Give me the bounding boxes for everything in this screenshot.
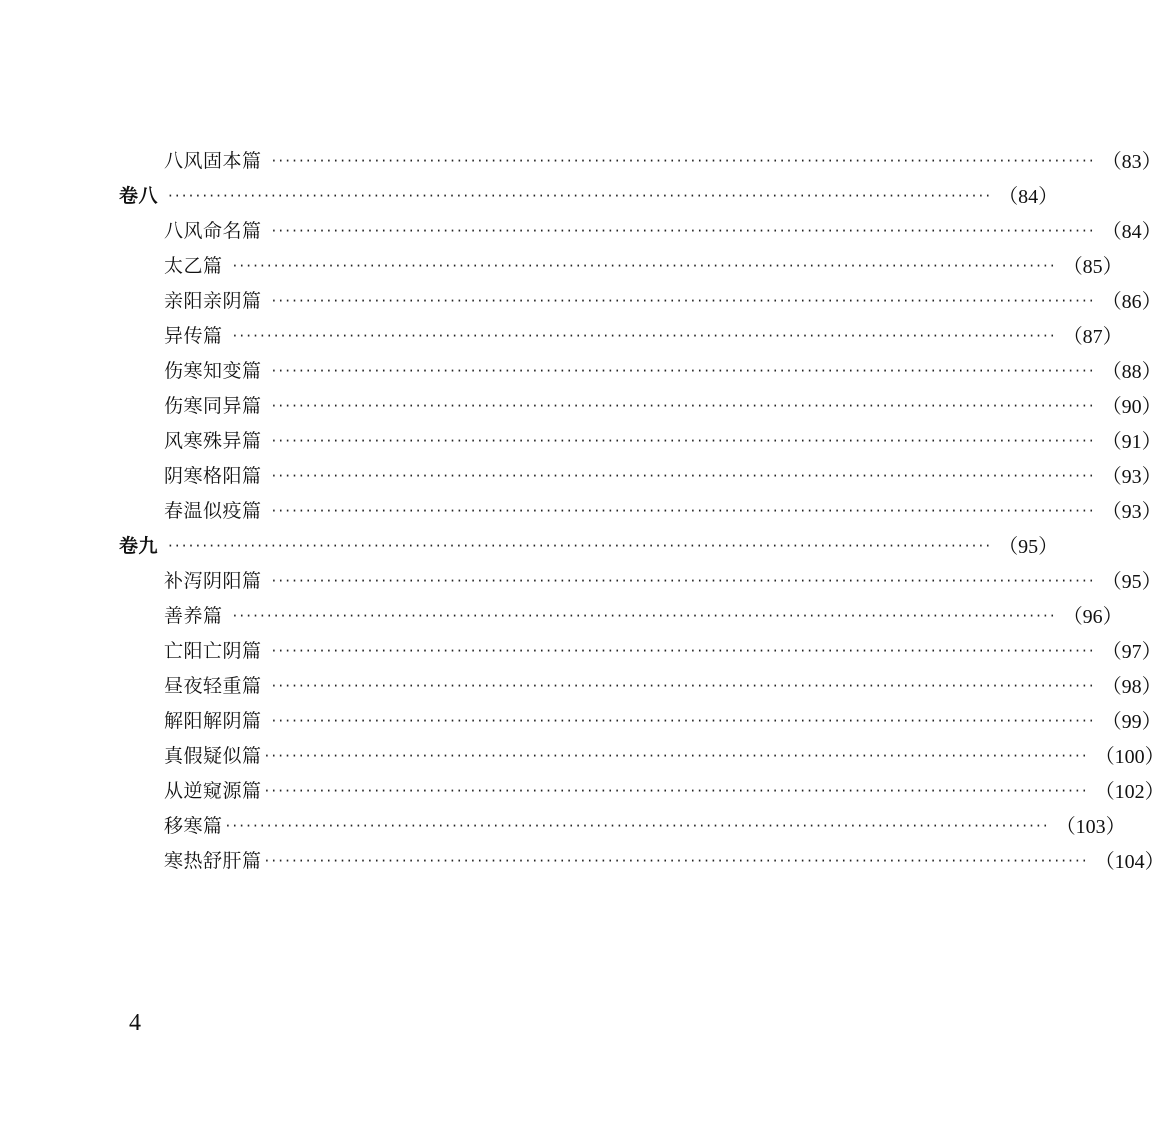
dot-leader: ························································································································	[264, 746, 1089, 765]
toc-entry-title: 伤寒同异篇	[164, 395, 262, 417]
dot-leader: ························································································································	[271, 571, 1096, 590]
toc-entry-title: 异传篇	[164, 325, 223, 347]
toc-entry-title: 卷八	[119, 185, 159, 207]
toc-entry-title: 风寒殊异篇	[164, 430, 262, 452]
toc-entry-page: （99）	[1101, 711, 1162, 733]
dot-leader: ························································································································	[271, 291, 1096, 310]
dot-leader: ························································································································	[271, 221, 1096, 240]
page-number: 4	[129, 1010, 141, 1036]
dot-leader: ························································································································	[271, 431, 1096, 450]
toc-entry-title: 真假疑似篇	[164, 745, 262, 767]
toc-entry	[0, 457, 1162, 492]
toc-entry	[0, 247, 1123, 282]
toc-entry-page: （90）	[1101, 396, 1162, 418]
toc-entry-title: 解阳解阴篇	[164, 710, 262, 732]
toc-entry-page: （84）	[998, 186, 1059, 208]
dot-leader: ························································································································	[271, 711, 1096, 730]
toc-entry-title: 移寒篇	[164, 815, 223, 837]
toc-entry-title: 亲阳亲阴篇	[164, 290, 262, 312]
toc-entry	[0, 422, 1162, 457]
toc-entry-title: 八风命名篇	[164, 220, 262, 242]
dot-leader: ························································································································	[271, 396, 1096, 415]
toc-entry-page: （88）	[1101, 361, 1162, 383]
toc-entry-page: （98）	[1101, 676, 1162, 698]
toc-entry-page: （84）	[1101, 221, 1162, 243]
toc-entry-title: 太乙篇	[164, 255, 223, 277]
toc-entry-title: 寒热舒肝篇	[164, 850, 262, 872]
toc-entry	[0, 352, 1162, 387]
dot-leader: ························································································································	[168, 186, 993, 205]
toc-entry	[0, 807, 1126, 842]
dot-leader: ························································································································	[271, 676, 1096, 695]
toc-entry	[0, 212, 1162, 247]
toc-entry-title: 伤寒知变篇	[164, 360, 262, 382]
toc-entry	[0, 737, 1165, 772]
toc-entry-page: （86）	[1101, 291, 1162, 313]
toc-entry-page: （91）	[1101, 431, 1162, 453]
table-of-contents	[0, 142, 1165, 877]
toc-entry	[0, 842, 1165, 877]
toc-entry-title: 补泻阴阳篇	[164, 570, 262, 592]
toc-entry	[0, 772, 1165, 807]
dot-leader: ························································································································	[225, 816, 1050, 835]
toc-entry-page: （93）	[1101, 466, 1162, 488]
dot-leader: ························································································································	[271, 466, 1096, 485]
toc-entry	[0, 702, 1162, 737]
toc-entry-page: （100）	[1094, 746, 1165, 768]
toc-entry-title: 从逆窥源篇	[164, 780, 262, 802]
dot-leader: ························································································································	[271, 641, 1096, 660]
toc-entry-title: 昼夜轻重篇	[164, 675, 262, 697]
toc-entry	[0, 317, 1123, 352]
dot-leader: ························································································································	[264, 851, 1089, 870]
toc-entry	[0, 562, 1162, 597]
toc-entry	[0, 597, 1123, 632]
toc-chapter-heading	[0, 177, 1059, 212]
dot-leader: ························································································································	[232, 256, 1057, 275]
toc-entry-page: （83）	[1101, 151, 1162, 173]
toc-chapter-heading	[0, 527, 1059, 562]
toc-entry-page: （103）	[1055, 816, 1126, 838]
toc-entry	[0, 387, 1162, 422]
toc-entry-title: 善养篇	[164, 605, 223, 627]
toc-entry	[0, 142, 1162, 177]
toc-entry-title: 卷九	[119, 535, 159, 557]
dot-leader: ························································································································	[232, 606, 1057, 625]
toc-entry	[0, 492, 1162, 527]
toc-entry-page: （104）	[1094, 851, 1165, 873]
toc-entry-page: （96）	[1062, 606, 1123, 628]
toc-entry-page: （95）	[998, 536, 1059, 558]
toc-entry	[0, 667, 1162, 702]
toc-entry-page: （102）	[1094, 781, 1165, 803]
dot-leader: ························································································································	[271, 361, 1096, 380]
toc-entry-page: （95）	[1101, 571, 1162, 593]
toc-entry	[0, 282, 1162, 317]
toc-entry-title: 春温似疫篇	[164, 500, 262, 522]
toc-entry-page: （93）	[1101, 501, 1162, 523]
dot-leader: ························································································································	[264, 781, 1089, 800]
toc-entry-page: （85）	[1062, 256, 1123, 278]
toc-entry-title: 阴寒格阳篇	[164, 465, 262, 487]
dot-leader: ························································································································	[232, 326, 1057, 345]
toc-entry	[0, 632, 1162, 667]
dot-leader: ························································································································	[168, 536, 993, 555]
toc-entry-title: 八风固本篇	[164, 150, 262, 172]
dot-leader: ························································································································	[271, 501, 1096, 520]
dot-leader: ························································································································	[271, 151, 1096, 170]
toc-entry-title: 亡阳亡阴篇	[164, 640, 262, 662]
toc-entry-page: （87）	[1062, 326, 1123, 348]
toc-entry-page: （97）	[1101, 641, 1162, 663]
